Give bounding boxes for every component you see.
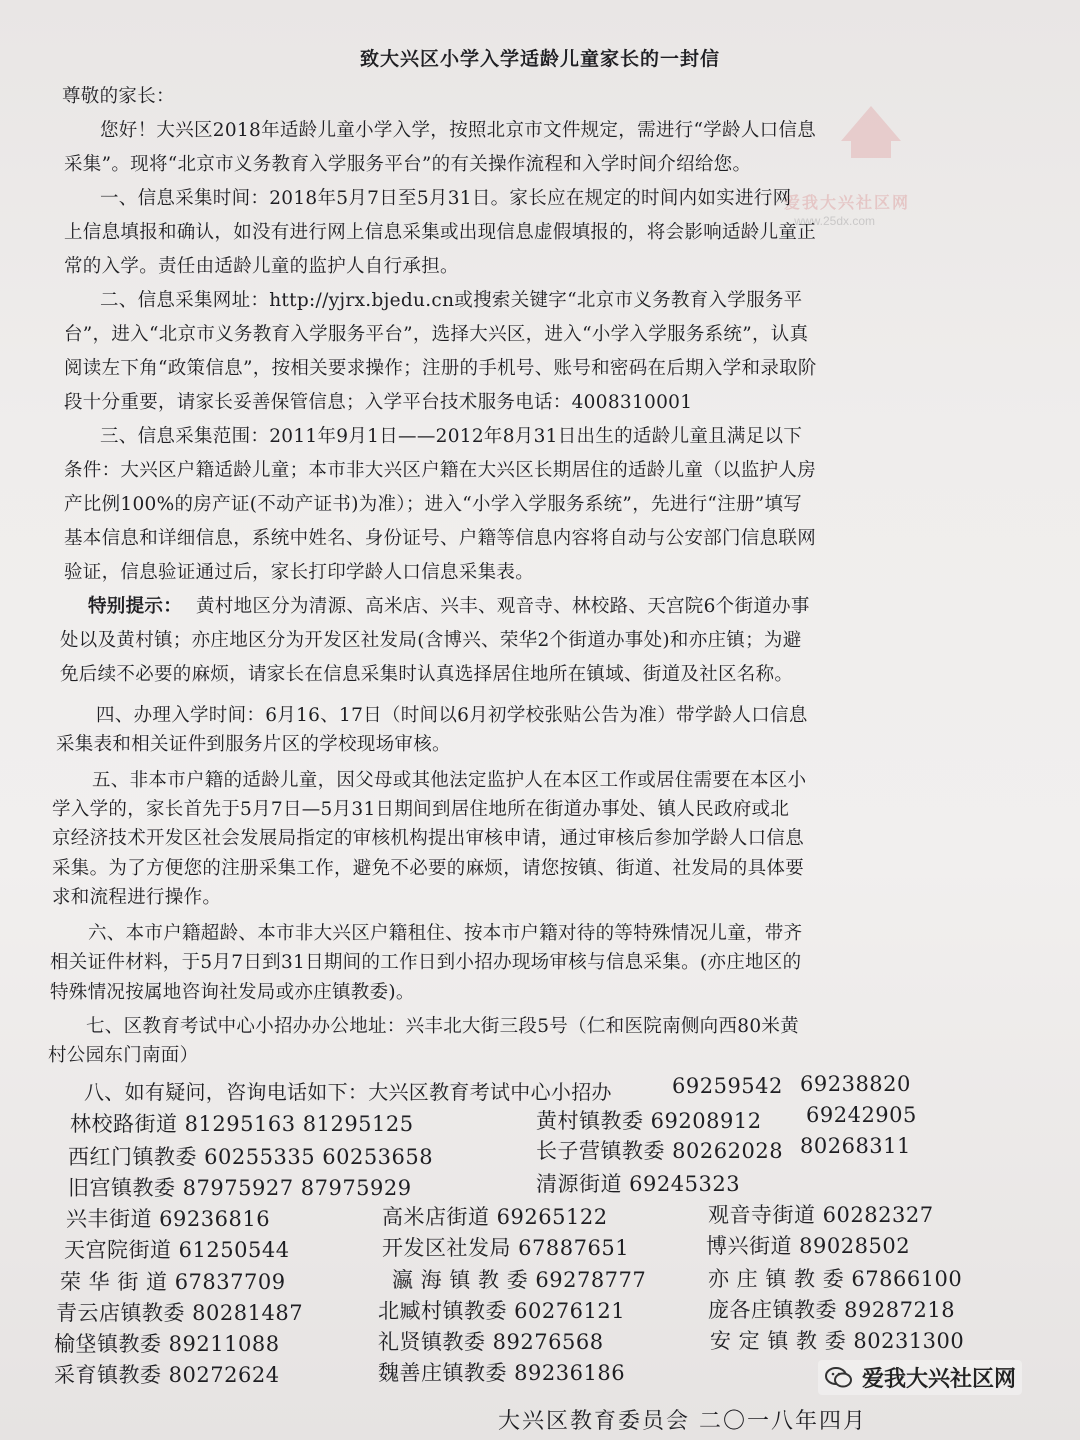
section-5-line-1: 五、非本市户籍的适龄儿童，因父母或其他法定监护人在本区工作或居住需要在本区小 (92, 769, 807, 791)
section-4-line-2: 采集表和相关证件到服务片区的学校现场审核。 (56, 733, 451, 755)
section-1-line-1: 一、信息采集时间：2018年5月7日至5月31日。家长应在规定的时间内如实进行网 (100, 188, 792, 209)
contact-huangcun: 黄村镇教委 69208912 (536, 1108, 762, 1133)
special-note-line-1: 黄村地区分为清源、高米店、兴丰、观音寺、林校路、天宫院6个街道办事 (196, 596, 810, 617)
watermark-text: 爱我大兴社区网 (783, 195, 910, 212)
section-8-heading: 八、如有疑问，咨询电话如下：大兴区教育考试中心小招办 (84, 1080, 612, 1105)
intro-line-1: 您好！大兴区2018年适龄儿童小学入学，按照北京市文件规定，需进行“学龄人口信息 (100, 120, 817, 141)
contact-huangcun-2: 69242905 (806, 1102, 917, 1127)
section-1-line-3: 常的入学。责任由适龄儿童的监护人自行承担。 (64, 256, 459, 277)
hotline-phone-2: 69238820 (800, 1071, 911, 1096)
salutation: 尊敬的家长： (62, 86, 175, 107)
section-7-line-1: 七、区教育考试中心小招办办公地址：兴丰北大街三段5号（仁和医院南侧向西80米黄 (86, 1015, 800, 1037)
section-3-line-5: 验证，信息验证通过后，家长打印学龄人口信息采集表。 (64, 562, 535, 583)
section-5-line-4: 采集。为了方便您的注册采集工作，避免不必要的麻烦，请您按镇、街道、社发局的具体要 (52, 857, 805, 879)
section-6-line-2: 相关证件材料，于5月7日到31日期间的工作日到小招办现场审核与信息采集。(亦庄地区的 (50, 952, 802, 974)
hotline-phone-1: 69259542 (672, 1073, 783, 1098)
contact-lixian: 礼贤镇教委 89276568 (378, 1330, 604, 1355)
contact-xihongmen: 西红门镇教委 60255335 60253658 (68, 1144, 434, 1169)
contact-yufa: 榆垡镇教委 89211088 (54, 1332, 280, 1357)
section-3-line-2: 条件：大兴区户籍适龄儿童；本市非大兴区户籍在大兴区长期居住的适龄儿童（以监护人房 (64, 460, 817, 481)
contact-kaifaqu: 开发区社发局 67887651 (382, 1235, 630, 1260)
contact-changziying-2: 80268311 (800, 1133, 911, 1158)
section-5-line-2: 学入学的，家长首先于5月7日—5月31日期间到居住地所在街道办事处、镇人民政府或北 (52, 799, 790, 821)
section-2-line-2: 台”，进入“北京市义务教育入学服务平台”，选择大兴区，进入“小学入学服务系统”，认真 (64, 324, 809, 345)
contact-beizangcun: 北臧村镇教委 60276121 (378, 1299, 626, 1324)
contact-changziying: 长子营镇教委 80262028 (536, 1139, 784, 1164)
contact-guanyinsi: 观音寺街道 60282327 (708, 1203, 934, 1228)
contact-panggezhuang: 庞各庄镇教委 89287218 (708, 1297, 956, 1322)
section-5-line-5: 求和流程进行操作。 (52, 886, 222, 908)
contact-weishanzhuang: 魏善庄镇教委 89236186 (378, 1361, 626, 1386)
section-5-line-3: 京经济技术开发区社会发展局指定的审核机构提出审核申请，通过审核后参加学龄人口信息 (52, 828, 805, 850)
intro-line-2: 采集”。现将“北京市义务教育入学服务平台”的有关操作流程和入学时间介绍给您。 (64, 154, 752, 175)
section-3-line-4: 基本信息和详细信息，系统中姓名、身份证号、户籍等信息内容将自动与公安部门信息联网 (64, 528, 817, 549)
section-2-line-3: 阅读左下角“政策信息”，按相关要求操作；注册的手机号、账号和密码在后期入学和录取阶 (64, 358, 817, 379)
section-1-line-2: 上信息填报和确认，如没有进行网上信息采集或出现信息虚假填报的，将会影响适龄儿童正 (64, 222, 817, 243)
contact-tiangongyuan: 天宫院街道 61250544 (64, 1237, 290, 1262)
section-3-line-1: 三、信息采集范围：2011年9月1日——2012年8月31日出生的适龄儿童且满足以下 (100, 426, 803, 447)
letter-title: 致大兴区小学入学适龄儿童家长的一封信 (359, 48, 720, 70)
special-note-line-2: 处以及黄村镇；亦庄地区分为开发区社发局(含博兴、荣华2个街道办事处)和亦庄镇；为避 (60, 630, 802, 651)
contact-jiugong: 旧宫镇教委 87975927 87975929 (68, 1175, 412, 1200)
brand-badge (818, 1360, 1022, 1395)
contact-qingyuan: 清源街道 69245323 (536, 1172, 741, 1197)
contact-caiyu: 采育镇教委 80272624 (54, 1363, 280, 1388)
contact-linxiaolu: 林校路街道 81295163 81295125 (70, 1111, 414, 1136)
section-6-line-1: 六、本市户籍超龄、本市非大兴区户籍租住、按本市户籍对待的等特殊情况儿童，带齐 (88, 923, 803, 945)
contact-xingfeng: 兴丰街道 69236816 (66, 1206, 271, 1231)
section-2-line-1: 二、信息采集网址：http://yjrx.bjedu.cn或搜索关键字“北京市义务教育入学服务平 (100, 290, 803, 311)
watermark-house-logo (836, 96, 906, 166)
watermark-url: www.25dx.com (794, 214, 875, 228)
section-2-line-4: 段十分重要，请家长妥善保管信息；入学平台技术服务电话：4008310001 (64, 392, 693, 413)
contact-yizhuang: 亦 庄 镇 教 委 67866100 (708, 1266, 963, 1291)
section-4-line-1: 四、办理入学时间：6月16、17日（时间以6月初学校张贴公告为准）带学龄人口信息 (96, 704, 808, 726)
contact-anding: 安 定 镇 教 委 80231300 (710, 1328, 965, 1353)
contact-qingyundian: 青云店镇教委 80281487 (56, 1301, 304, 1326)
section-6-line-3: 特殊情况按属地咨询社发局或亦庄镇教委)。 (50, 981, 415, 1003)
signature-line: 大兴区教育委员会 二〇一八年四月 (498, 1409, 867, 1434)
contact-boxing: 博兴街道 89028502 (706, 1234, 911, 1259)
contact-gaomidian: 高米店街道 69265122 (382, 1204, 608, 1229)
wechat-icon (824, 1363, 854, 1393)
section-3-line-3: 产比例100%的房产证(不动产证书)为准）；进入“小学入学服务系统”，先进行“注册”填写 (64, 494, 803, 515)
special-note-label: 特别提示： (88, 596, 183, 617)
contact-yinghai: 瀛 海 镇 教 委 69278777 (392, 1268, 647, 1293)
brand-name: 爱我大兴社区网 (862, 1367, 1017, 1392)
section-7-line-2: 村公园东门南面） (48, 1045, 199, 1067)
contact-ronghua: 荣 华 街 道 67837709 (60, 1270, 286, 1295)
special-note-line-3: 免后续不必要的麻烦，请家长在信息采集时认真选择居住地所在镇域、街道及社区名称。 (60, 664, 794, 685)
